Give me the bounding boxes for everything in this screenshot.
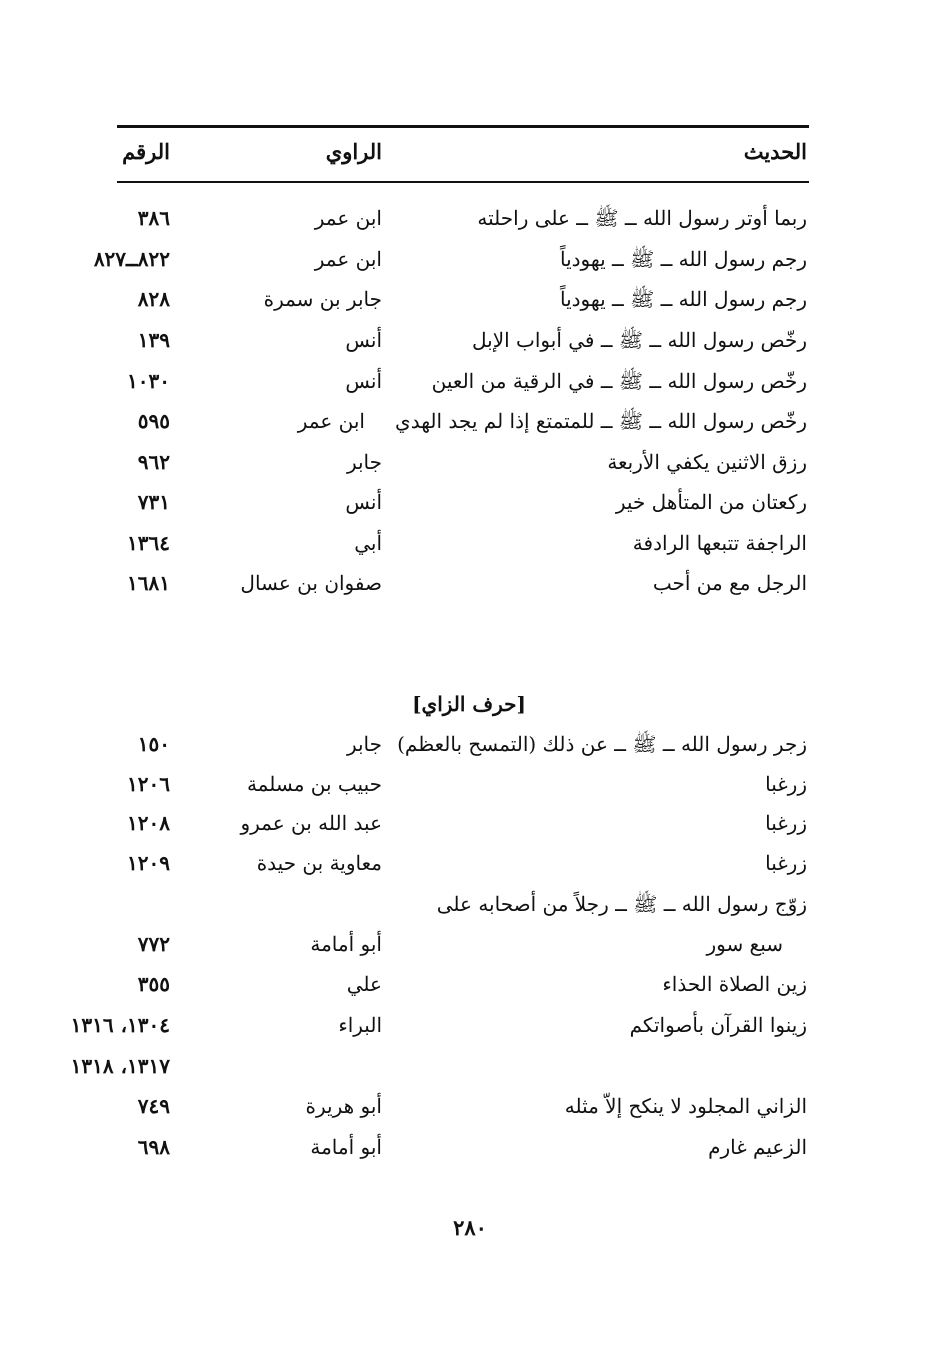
header-rule bbox=[117, 181, 809, 183]
hadith-text: سبع سور bbox=[706, 932, 783, 956]
hadith-number: ٧٧٢ bbox=[137, 932, 170, 956]
narrator-name: معاوية بن حيدة bbox=[256, 851, 382, 875]
table-row bbox=[0, 363, 940, 399]
table-row bbox=[0, 484, 940, 520]
header-narrator: الراوي bbox=[325, 139, 382, 164]
table-row bbox=[0, 403, 940, 439]
hadith-number: ٨٢٨ bbox=[137, 287, 170, 311]
hadith-text: رجم رسول الله ــ ﷺ ــ يهودياً bbox=[559, 247, 807, 271]
hadith-text: زين الصلاة الحذاء bbox=[662, 972, 807, 996]
hadith-text: الزعيم غارم bbox=[708, 1135, 807, 1159]
table-row bbox=[0, 444, 940, 480]
narrator-name: أبو أمامة bbox=[310, 932, 382, 956]
hadith-text: زجر رسول الله ــ ﷺ ــ عن ذلك (التمسح بالعظم) bbox=[397, 732, 807, 756]
hadith-text: رخّص رسول الله ــ ﷺ ــ في الرقية من العين bbox=[431, 369, 807, 393]
hadith-text: زينوا القرآن بأصواتكم bbox=[629, 1013, 807, 1037]
table-row bbox=[0, 726, 940, 762]
header-number: الرقم bbox=[122, 139, 170, 164]
table-row bbox=[0, 805, 940, 841]
table-row bbox=[0, 565, 940, 601]
narrator-name: حبيب بن مسلمة bbox=[246, 772, 382, 796]
table-row bbox=[0, 1048, 940, 1084]
hadith-text: رخّص رسول الله ــ ﷺ ــ في أبواب الإبل bbox=[472, 328, 807, 352]
narrator-name: ابن عمر bbox=[314, 247, 382, 271]
table-row bbox=[0, 241, 940, 277]
table-row bbox=[0, 525, 940, 561]
table-row bbox=[0, 281, 940, 317]
hadith-text: رزق الاثنين يكفي الأربعة bbox=[607, 450, 807, 474]
narrator-name: جابر بن سمرة bbox=[263, 287, 382, 311]
section-title: [حرف الزاي] bbox=[412, 692, 526, 716]
hadith-text: زوّج رسول الله ــ ﷺ ــ رجلاً من أصحابه على bbox=[436, 892, 807, 916]
hadith-number: ١٣٠٤، ١٣١٦ bbox=[70, 1013, 170, 1037]
table-row bbox=[0, 926, 940, 962]
hadith-text: زرغبا bbox=[765, 851, 807, 875]
header-hadith: الحديث bbox=[743, 139, 807, 164]
hadith-number: ١٣٩ bbox=[137, 328, 170, 352]
narrator-name: أبو أمامة bbox=[310, 1135, 382, 1159]
table-row bbox=[0, 766, 940, 802]
table-row bbox=[0, 322, 940, 358]
narrator-name: أبو هريرة bbox=[305, 1094, 382, 1118]
hadith-number: ١٠٣٠ bbox=[127, 369, 170, 393]
hadith-number: ٨٢٢ــ٨٢٧ bbox=[93, 247, 170, 271]
table-row bbox=[0, 200, 940, 236]
hadith-number: ٣٨٦ bbox=[137, 206, 170, 230]
narrator-name: أنس bbox=[345, 328, 382, 352]
hadith-text: رخّص رسول الله ــ ﷺ ــ للمتمتع إذا لم يجد الهدي bbox=[395, 409, 807, 433]
narrator-name: أنس bbox=[345, 490, 382, 514]
narrator-name: صفوان بن عسال bbox=[240, 571, 382, 595]
hadith-number: ٩٦٢ bbox=[137, 450, 170, 474]
hadith-text: الراجفة تتبعها الرادفة bbox=[632, 531, 807, 555]
table-row bbox=[0, 845, 940, 881]
narrator-name: عبد الله بن عمرو bbox=[240, 811, 382, 835]
hadith-number: ٥٩٥ bbox=[137, 409, 170, 433]
top-rule bbox=[117, 125, 809, 128]
table-row bbox=[0, 1088, 940, 1124]
table-row bbox=[0, 1007, 940, 1043]
hadith-number: ١٢٠٩ bbox=[127, 851, 170, 875]
hadith-text: الرجل مع من أحب bbox=[652, 571, 807, 595]
hadith-number: ٧٤٩ bbox=[137, 1094, 170, 1118]
hadith-number: ١٢٠٨ bbox=[127, 811, 170, 835]
hadith-number: ١٣٦٤ bbox=[127, 531, 170, 555]
narrator-name: أنس bbox=[345, 369, 382, 393]
table-row bbox=[0, 886, 940, 922]
narrator-name: جابر bbox=[346, 732, 382, 756]
narrator-name: البراء bbox=[338, 1013, 382, 1037]
narrator-name: جابر bbox=[346, 450, 382, 474]
hadith-text: زرغبا bbox=[765, 772, 807, 796]
hadith-number: ١٥٠ bbox=[137, 732, 170, 756]
hadith-number: ١٣١٧، ١٣١٨ bbox=[70, 1054, 170, 1078]
hadith-number: ٣٥٥ bbox=[137, 972, 170, 996]
narrator-name: علي bbox=[346, 972, 382, 996]
hadith-number: ١٦٨١ bbox=[127, 571, 170, 595]
narrator-name: ابن عمر bbox=[297, 409, 365, 433]
hadith-number: ٦٩٨ bbox=[137, 1135, 170, 1159]
hadith-text: ربما أوتر رسول الله ــ ﷺ ــ على راحلته bbox=[477, 206, 807, 230]
narrator-name: أبي bbox=[354, 531, 382, 555]
hadith-text: الزاني المجلود لا ينكح إلاّ مثله bbox=[564, 1094, 807, 1118]
hadith-number: ٧٣١ bbox=[137, 490, 170, 514]
hadith-text: زرغبا bbox=[765, 811, 807, 835]
page-number: ٢٨٠ bbox=[453, 1215, 487, 1240]
hadith-number: ١٢٠٦ bbox=[127, 772, 170, 796]
narrator-name: ابن عمر bbox=[314, 206, 382, 230]
table-header bbox=[0, 134, 940, 170]
table-row bbox=[0, 966, 940, 1002]
hadith-text: رجم رسول الله ــ ﷺ ــ يهودياً bbox=[559, 287, 807, 311]
table-row bbox=[0, 1129, 940, 1165]
hadith-text: ركعتان من المتأهل خير bbox=[615, 490, 807, 514]
